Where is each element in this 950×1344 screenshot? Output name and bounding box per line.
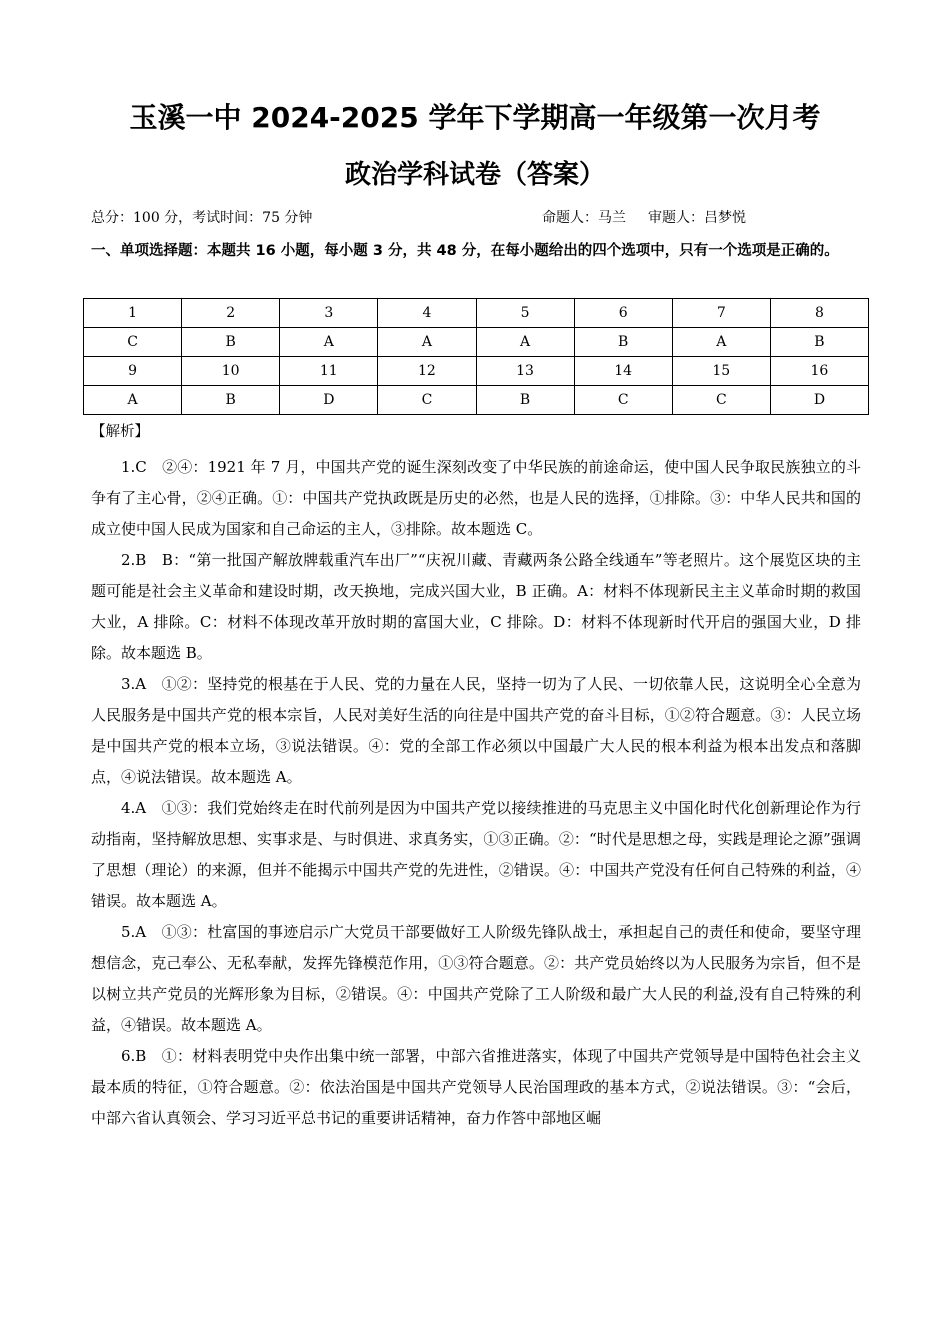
table-cell: 5 [476,299,574,328]
authors [542,206,746,230]
table-cell: 4 [378,299,476,328]
table-cell: A [476,328,574,357]
table-cell: A [672,328,770,357]
table-cell: A [84,386,182,415]
analysis-paragraph: 5.A ①③：杜富国的事迹启示广大党员干部要做好工人阶级先锋队战士，承担起自己的责任和使命，要坚守理想信念，克己奉公、无私奉献，发挥先锋模范作用，①③符合题意。②：共产党员始终以为人民服务为宗旨，但不是以树立共产党员的光辉形象为目标，②错误。④：中国共产党除了工人阶级和最广大人民的利益,没有自己特殊的利益，④错误。故本题选 A。 [91,922,861,1034]
table-cell: 16 [770,357,868,386]
table-cell: B [476,386,574,415]
table-cell: D [280,386,378,415]
table-cell: 6 [574,299,672,328]
author-info: 命题人：马兰 [542,210,626,226]
table-cell: 14 [574,357,672,386]
table-cell: 11 [280,357,378,386]
analysis-paragraph: 4.A ①③：我们党始终走在时代前列是因为中国共产党以接续推进的马克思主义中国化时代化创新理论作为行动指南，坚持解放思想、实事求是、与时俱进、求真务实，①③正确。②：“时代是思想之母，实践是理论之源”强调了思想（理论）的来源，但并不能揭示中国共产党的先进性，②错误。④：中国共产党没有任何自己特殊的利益，④错误。故本题选 A。 [91,798,861,910]
table-cell: 9 [84,357,182,386]
score-time-info: 总分：100 分，考试时间：75 分钟 [91,210,313,226]
table-cell: 1 [84,299,182,328]
table-cell: C [672,386,770,415]
exam-subtitle: 政治学科试卷（答案） [344,160,605,190]
table-cell: 8 [770,299,868,328]
table-cell: A [280,328,378,357]
table-cell: D [770,386,868,415]
table-cell: 10 [182,357,280,386]
reviewer-info: 审题人：吕梦悦 [648,210,746,226]
table-cell: B [574,328,672,357]
analysis-paragraph: 3.A ①②：坚持党的根基在于人民、党的力量在人民，坚持一切为了人民、一切依靠人民，这说明全心全意为人民服务是中国共产党的根本宗旨，人民对美好生活的向往是中国共产党的奋斗目标，①②符合题意。③：人民立场是中国共产党的根本立场，③说法错误。④：党的全部工作必须以中国最广大人民的根本利益为根本出发点和落脚点，④说法错误。故本题选 A。 [91,674,861,786]
exam-title: 玉溪一中 2024-2025 学年下学期高一年级第一次月考 [129,101,821,134]
table-row [84,386,869,415]
table-cell: A [378,328,476,357]
table-cell: B [770,328,868,357]
table-cell: 15 [672,357,770,386]
table-cell: C [378,386,476,415]
table-cell: C [84,328,182,357]
table-cell: 7 [672,299,770,328]
answer-table [83,298,869,415]
table-cell: 13 [476,357,574,386]
table-cell: 12 [378,357,476,386]
table-cell: B [182,386,280,415]
analysis-paragraph: 2.B B：“第一批国产解放牌载重汽车出厂”“庆祝川藏、青藏两条公路全线通车”等老照片。这个展览区块的主题可能是社会主义革命和建设时期，改天换地，完成兴国大业，B 正确。A：材料不体现新民主主义革命时期的救国大业，A 排除。C：材料不体现改革开放时期的富国大业，C 排除。D：材料不体现新时代开启的强国大业，D 排除。故本题选 B。 [91,551,861,662]
table-cell: B [182,328,280,357]
table-cell: 3 [280,299,378,328]
analysis-body [91,452,861,1134]
table-cell: C [574,386,672,415]
section-heading: 一、单项选择题：本题共 16 小题，每小题 3 分，共 48 分，在每小题给出的四个选项中，只有一个选项是正确的。 [91,243,839,259]
table-row [84,357,869,386]
table-cell: 2 [182,299,280,328]
analysis-paragraph: 1.C ②④：1921 年 7 月，中国共产党的诞生深刻改变了中华民族的前途命运，使中国人民争取民族独立的斗争有了主心骨，②④正确。①：中国共产党执政既是历史的必然，也是人民的选择，①排除。③：中华人民共和国的成立使中国人民成为国家和自己命运的主人，③排除。故本题选 C。 [91,458,861,538]
exam-meta [91,206,861,230]
table-row [84,328,869,357]
analysis-paragraph: 6.B ①：材料表明党中央作出集中统一部署，中部六省推进落实，体现了中国共产党领导是中国特色社会主义最本质的特征，①符合题意。②：依法治国是中国共产党领导人民治国理政的基本方式，②说法错误。③：“会后，中部六省认真领会、学习习近平总书记的重要讲话精神，奋力作答中部地区崛 [91,1046,861,1127]
analysis-label: 【解析】 [91,424,149,440]
table-row [84,299,869,328]
